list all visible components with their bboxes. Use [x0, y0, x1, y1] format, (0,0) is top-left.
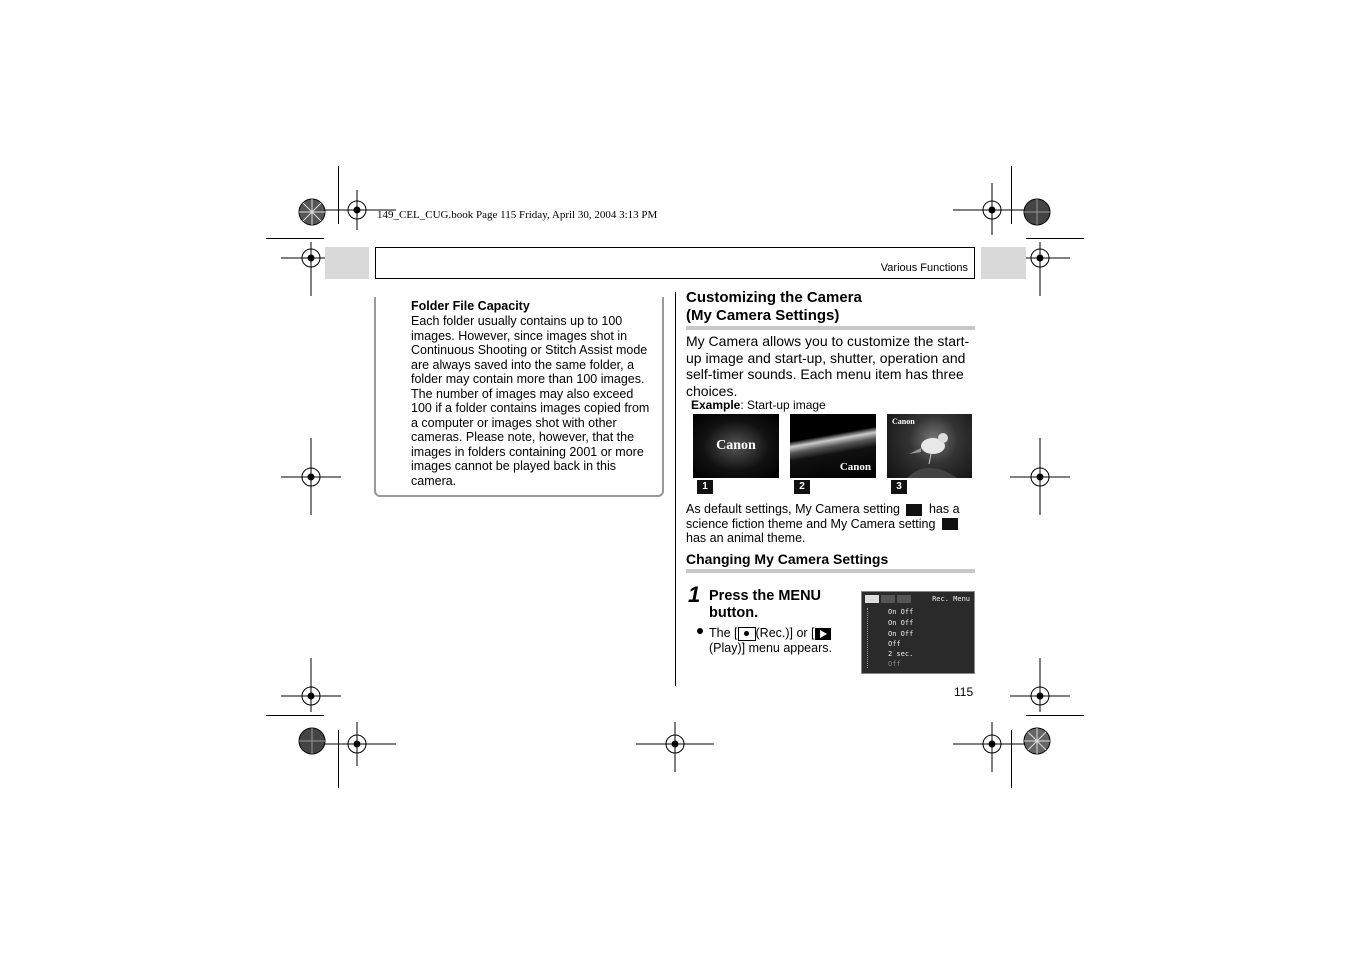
lcd-icon-column [867, 608, 878, 668]
play-tab-icon [881, 595, 895, 603]
bullet-icon [697, 628, 703, 634]
subsection-rule [686, 569, 975, 573]
section-title-line: Customizing the Camera [686, 289, 862, 306]
registration-target-icon [953, 183, 1031, 235]
header-side-tab [981, 247, 1026, 279]
note-body [411, 314, 661, 488]
setup-tab-icon [897, 595, 911, 603]
note-line: images. However, since images shot in [411, 328, 628, 343]
step-number: 1 [688, 582, 701, 607]
my-camera-setting-3-icon [942, 518, 958, 530]
note-line: Continuous Shooting or Stitch Assist mode [411, 343, 648, 357]
lcd-row: Off [888, 640, 901, 648]
running-header [375, 247, 975, 279]
bullet-text-part: (Rec.)] or [ [755, 626, 815, 640]
note-line: Each folder usually contains up to 100 [411, 314, 623, 328]
note-line: images in folders containing 2001 or more [411, 444, 644, 459]
lcd-row: On Off [888, 619, 914, 627]
camera-rec-icon [738, 627, 756, 641]
registration-target-icon [1010, 438, 1070, 515]
play-icon [815, 628, 831, 640]
section-title-line: (My Camera Settings) [686, 307, 840, 324]
example-label: Example [691, 398, 741, 412]
startup-image-2 [790, 414, 876, 478]
registration-target-icon [281, 438, 341, 515]
step-title [709, 588, 821, 622]
note-title: Folder File Capacity [411, 299, 530, 313]
registration-target-icon [281, 658, 341, 712]
camera-lcd-menu [861, 591, 975, 674]
note-line: cameras. Please note, however, that the [411, 430, 635, 444]
starburst-icon [299, 728, 325, 754]
column-divider [675, 292, 676, 686]
starburst-icon [1024, 728, 1050, 754]
note-line: The number of images may also exceed [411, 386, 634, 401]
bullet-text-part: (Play)] menu appears. [709, 640, 832, 655]
default-text-part: has a science fiction theme and My Camera setting [686, 502, 960, 531]
default-text-part: As default settings, My Camera setting [686, 502, 900, 516]
bird-icon [887, 414, 972, 478]
thumb-brand: Canon [716, 438, 756, 453]
note-line: folder may contain more than 100 images. [411, 372, 645, 386]
registration-target-icon [318, 722, 396, 766]
my-camera-setting-3-icon: 3 [891, 480, 907, 494]
starburst-icon [299, 199, 325, 225]
starburst-icon [1024, 199, 1050, 225]
section-intro: My Camera allows you to customize the start-up image and start-up, shutter, operation and self-timer sounds. Each menu item has three choices. [686, 333, 970, 399]
registration-target-icon [953, 722, 1031, 772]
page-number: 115 [954, 685, 974, 699]
default-settings-text [686, 502, 975, 546]
example-caption [691, 398, 981, 412]
thumb-brand: Canon [892, 417, 915, 426]
lcd-row: Off [888, 660, 901, 668]
section-rule [686, 326, 975, 330]
registration-target-icon [636, 722, 714, 772]
lcd-row: On Off [888, 630, 914, 638]
example-text: : Start-up image [740, 398, 826, 412]
default-text-part: has an animal theme. [686, 531, 806, 545]
note-line: images cannot be played back in this [411, 459, 616, 473]
running-header-label: Various Functions [880, 262, 968, 274]
print-meta-line: 149_CEL_CUG.book Page 115 Friday, April 30, 2004 3:13 PM [377, 209, 658, 221]
subsection-title: Changing My Camera Settings [686, 551, 889, 567]
step-bullet-text [709, 626, 859, 655]
note-line: are always saved into the same folder, a [411, 357, 635, 372]
rec-tab-icon [865, 595, 879, 603]
startup-image-1 [693, 414, 779, 478]
lcd-menu-title: Rec. Menu [932, 595, 970, 603]
thumb-brand: Canon [839, 461, 871, 473]
my-camera-setting-2-icon: 2 [794, 480, 810, 494]
bullet-text-part: The [ [709, 626, 738, 640]
my-camera-setting-1-icon: 1 [697, 480, 713, 494]
my-camera-setting-2-icon [906, 504, 922, 516]
note-line: camera. [411, 473, 457, 488]
startup-image-3 [887, 414, 972, 478]
header-side-tab [325, 247, 369, 279]
step-title-line: Press the MENU [709, 588, 822, 604]
step-title-line: button. [709, 605, 759, 621]
lcd-row: On Off [888, 608, 914, 616]
registration-target-icon [1010, 658, 1070, 712]
note-line: 100 if a folder contains images copied from [411, 401, 650, 415]
section-title [686, 289, 862, 325]
lcd-row: 2 sec. [888, 650, 914, 658]
note-line: a computer or images shot with other [411, 415, 617, 430]
